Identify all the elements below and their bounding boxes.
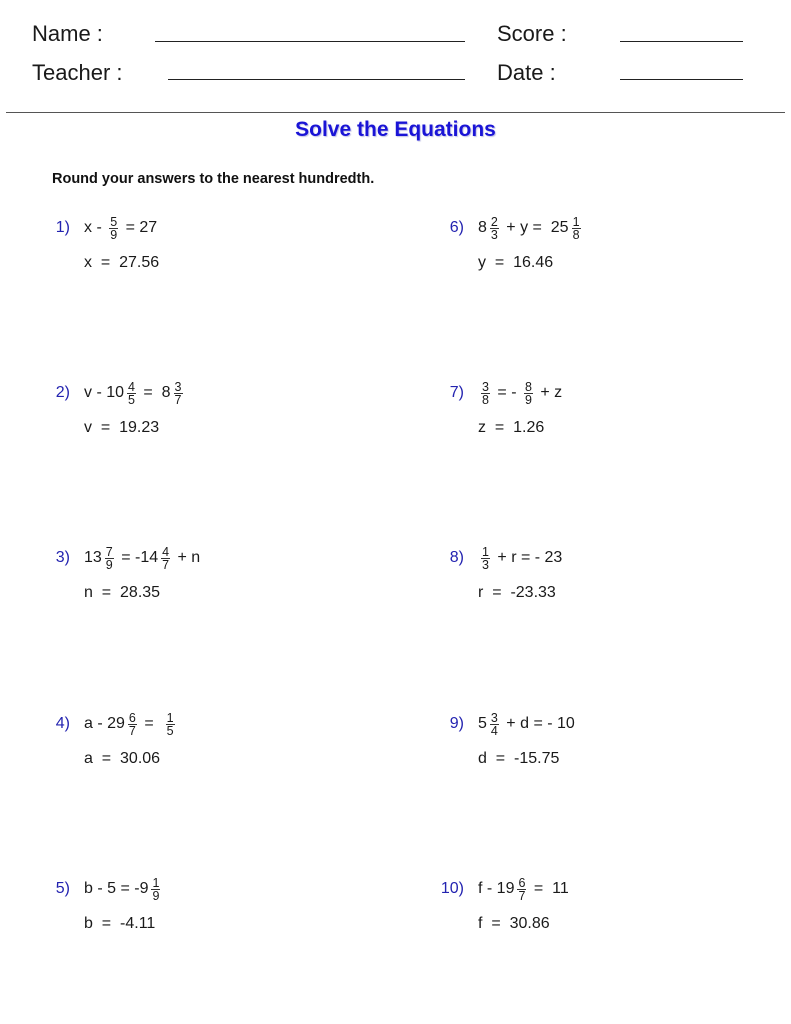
- problem-9: [449, 710, 778, 792]
- name-field-line[interactable]: [155, 41, 465, 42]
- numerator: 4: [162, 544, 170, 559]
- equation-text: + n: [173, 549, 201, 566]
- fraction: [517, 877, 526, 902]
- problem-6: [449, 214, 778, 296]
- equation-text: a - 29: [84, 715, 125, 732]
- equation-text: f - 19: [478, 880, 515, 897]
- denominator: 9: [105, 557, 113, 572]
- equation-text: 13: [84, 549, 102, 566]
- answer: b = -4.11: [84, 915, 156, 932]
- equation-text: + d = - 10: [501, 715, 575, 732]
- problem-number: 9): [449, 715, 464, 732]
- equation: [84, 546, 200, 570]
- equation-text: 8: [478, 219, 487, 236]
- problem-3: [55, 544, 384, 626]
- problem-4: [55, 710, 384, 792]
- denominator: 7: [128, 723, 136, 738]
- equation: [478, 546, 562, 570]
- answer: n = 28.35: [84, 584, 161, 601]
- fraction: [166, 712, 175, 737]
- equation: [478, 216, 584, 240]
- denominator: 3: [490, 227, 498, 242]
- answer: z = 1.26: [478, 419, 545, 436]
- answer: v = 19.23: [84, 419, 160, 436]
- name-label: Name :: [32, 21, 103, 46]
- problem-8: [449, 544, 778, 626]
- denominator: 4: [490, 723, 498, 738]
- equation: [84, 216, 157, 240]
- equation-text: = 11: [529, 880, 569, 897]
- fraction: [127, 381, 136, 406]
- teacher-label: Teacher :: [32, 60, 123, 85]
- numerator: 3: [174, 379, 182, 394]
- numerator: 5: [110, 214, 118, 229]
- answer: y = 16.46: [478, 254, 554, 271]
- problem-number: 6): [449, 219, 464, 236]
- date-field-line[interactable]: [620, 79, 743, 80]
- equation-text: = 27: [121, 219, 158, 236]
- denominator: 8: [572, 227, 580, 242]
- score-label: Score :: [497, 21, 567, 46]
- problem-number: 1): [55, 219, 70, 236]
- numerator: 6: [128, 710, 136, 725]
- equation: [84, 712, 178, 736]
- denominator: 3: [482, 557, 489, 572]
- numerator: 1: [166, 710, 174, 725]
- equation-text: v - 10: [84, 384, 125, 401]
- equation-text: + r = - 23: [492, 549, 563, 566]
- fraction: [490, 216, 499, 241]
- denominator: 7: [162, 557, 170, 572]
- denominator: 8: [482, 392, 489, 407]
- denominator: 9: [152, 888, 160, 903]
- numerator: 1: [572, 214, 580, 229]
- numerator: 8: [524, 379, 532, 394]
- problem-number: 3): [55, 549, 70, 566]
- denominator: 9: [110, 227, 118, 242]
- numerator: 3: [490, 710, 498, 725]
- equation-text: = -14: [116, 549, 159, 566]
- denominator: 5: [128, 392, 135, 407]
- numerator: 1: [482, 544, 489, 559]
- fraction: [490, 712, 499, 737]
- fraction: [151, 877, 160, 902]
- equation-text: = -: [492, 384, 521, 401]
- answer: d = -15.75: [478, 750, 560, 767]
- fraction: [572, 216, 581, 241]
- numerator: 1: [152, 875, 160, 890]
- denominator: 9: [524, 392, 532, 407]
- equation: [478, 712, 575, 736]
- equation-text: x -: [84, 219, 107, 236]
- score-field-line[interactable]: [620, 41, 743, 42]
- denominator: 7: [518, 888, 526, 903]
- fraction: [105, 546, 114, 571]
- fraction: [481, 381, 490, 406]
- denominator: 7: [174, 392, 182, 407]
- worksheet-title: Solve the Equations: [295, 118, 496, 141]
- fraction: [174, 381, 183, 406]
- numerator: 4: [128, 379, 135, 394]
- problem-number: 5): [55, 880, 70, 897]
- instructions: Round your answers to the nearest hundredth.: [52, 171, 375, 187]
- date-label: Date :: [497, 60, 556, 85]
- equation: [478, 877, 569, 901]
- equation: [478, 381, 562, 405]
- numerator: 6: [518, 875, 526, 890]
- fraction: [128, 712, 137, 737]
- header-divider: [6, 112, 785, 113]
- fraction: [524, 381, 533, 406]
- problem-2: [55, 379, 384, 461]
- equation-text: =: [139, 715, 163, 732]
- problem-number: 2): [55, 384, 70, 401]
- equation-text: + y = 25: [501, 219, 569, 236]
- denominator: 5: [166, 723, 174, 738]
- problem-number: 7): [449, 384, 464, 401]
- equation-text: b - 5 = -9: [84, 880, 149, 897]
- answer: f = 30.86: [478, 915, 550, 932]
- problem-7: [449, 379, 778, 461]
- problem-10: [440, 875, 778, 957]
- equation-text: 5: [478, 715, 487, 732]
- fraction: [109, 216, 118, 241]
- teacher-field-line[interactable]: [168, 79, 465, 80]
- equation: [84, 877, 163, 901]
- problem-number: 4): [55, 715, 70, 732]
- problem-number: 10): [440, 880, 464, 897]
- fraction: [481, 546, 490, 571]
- problem-number: 8): [449, 549, 464, 566]
- answer: r = -23.33: [478, 584, 556, 601]
- problem-5: [55, 875, 384, 957]
- numerator: 7: [105, 544, 113, 559]
- equation-text: + z: [535, 384, 563, 401]
- numerator: 2: [490, 214, 498, 229]
- fraction: [161, 546, 170, 571]
- answer: a = 30.06: [84, 750, 161, 767]
- answer: x = 27.56: [84, 254, 160, 271]
- equation-text: = 8: [138, 384, 171, 401]
- numerator: 3: [482, 379, 489, 394]
- equation: [84, 381, 186, 405]
- problem-1: [55, 214, 384, 296]
